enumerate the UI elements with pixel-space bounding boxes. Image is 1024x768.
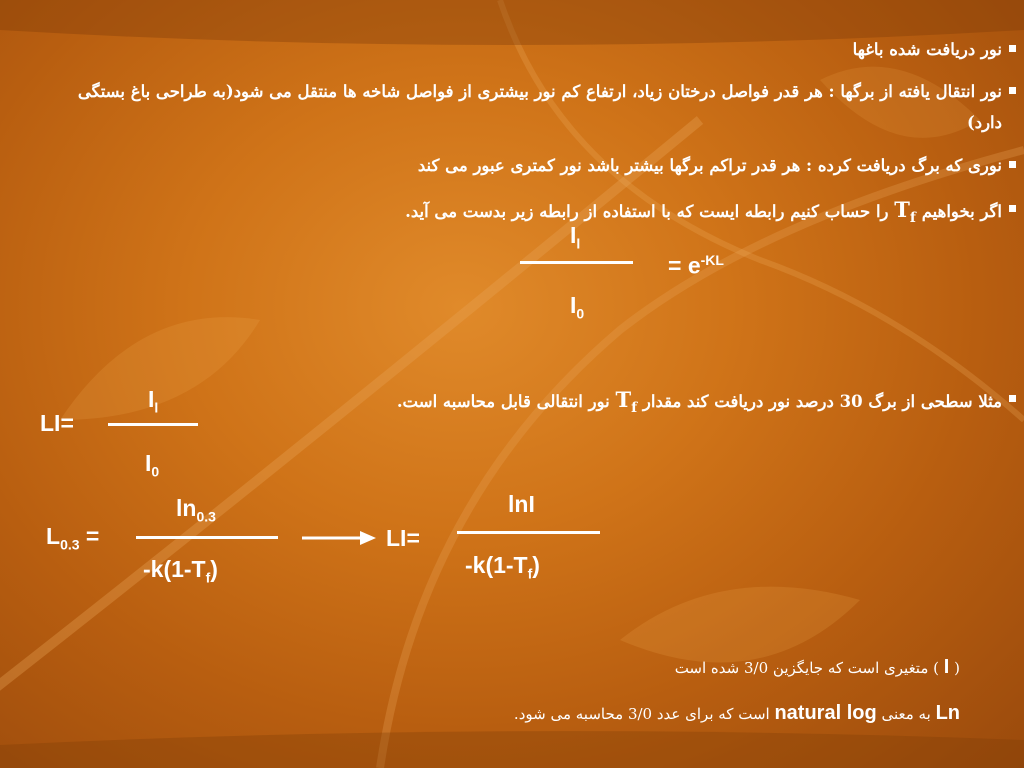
eq1-num-base: I xyxy=(570,222,577,248)
eq3-den-base: -k(1-T xyxy=(143,556,206,582)
eq1-den-sub: 0 xyxy=(576,305,585,322)
eq3-lhs-base: L xyxy=(46,523,61,549)
eq1-num-sub: l xyxy=(576,235,581,252)
eq3-equals: = xyxy=(85,523,100,549)
right-arrow-icon xyxy=(300,528,378,548)
eq3-num-sub: 0.3 xyxy=(196,508,216,525)
bullet-text-after: نور انتقالی قابل محاسبه است. xyxy=(396,392,610,411)
eq3-lhs xyxy=(46,523,99,553)
bullet-text: نور دریافت شده باغها xyxy=(852,40,1002,59)
eq4-den-end: ) xyxy=(532,552,540,578)
eq3-lhs-sub: 0.3 xyxy=(60,536,80,553)
eq2-num-sub: l xyxy=(154,399,159,416)
eq3-denominator xyxy=(143,556,218,586)
eq3-fraction-bar xyxy=(136,536,278,539)
tf-symbol xyxy=(615,387,638,417)
note-paren-close: ) xyxy=(933,659,940,677)
bullet-text-before: اگر بخواهیم xyxy=(921,202,1002,221)
bullet-text-before: مثلا سطحی از برگ 30 درصد نور دریافت کند مقدار xyxy=(642,392,1002,411)
bullet-transmitted-light xyxy=(42,76,1002,138)
eq1-denominator xyxy=(570,292,584,322)
tf-subscript: f xyxy=(909,210,916,227)
note-text-mid: به معنی xyxy=(881,705,931,723)
eq2-num-base: I xyxy=(148,386,155,412)
note-variable-i xyxy=(675,656,960,679)
tf-symbol xyxy=(894,197,916,227)
eq2-den-sub: 0 xyxy=(151,463,160,480)
eq1-rhs xyxy=(668,252,724,280)
bullet-example xyxy=(342,384,1002,424)
eq1-numerator xyxy=(570,222,580,252)
eq3-den-end: ) xyxy=(210,556,218,582)
bullet-text: نور انتقال یافته از برگها : هر قدر فواصل درختان زیاد، ارتفاع کم نور بیشتری از فواصل شاخه ها منتقل می شود(به طراحی باغ بستگی دارد) xyxy=(77,82,1002,132)
eq2-denominator xyxy=(145,450,159,480)
eq1-rhs-exp: -KL xyxy=(700,252,724,268)
eq4-den-sub: f xyxy=(527,565,533,582)
note-text: متغیری است که جایگزین 3/0 شده است xyxy=(674,659,929,677)
note-natural-log xyxy=(514,702,960,725)
tf-letter: T xyxy=(615,387,632,412)
eq2-numerator xyxy=(148,386,158,416)
eq4-denominator xyxy=(465,552,540,582)
bullet-text: نوری که برگ دریافت کرده : هر قدر تراکم برگها بیشتر باشد نور کمتری عبور می کند xyxy=(417,156,1002,175)
eq2-fraction-bar xyxy=(108,423,198,426)
tf-letter: T xyxy=(894,197,910,222)
eq2-den-base: I xyxy=(145,450,152,476)
eq4-numerator: lnI xyxy=(508,491,535,517)
note-symbol-ln: Ln xyxy=(935,702,960,724)
bullet-received-light xyxy=(42,34,1002,65)
note-natural-log-term: natural log xyxy=(774,702,877,724)
bullet-tf-calculation xyxy=(42,194,1002,234)
eq4-lhs: LI= xyxy=(386,525,420,551)
tf-subscript: f xyxy=(631,400,638,417)
eq2-lhs: LI= xyxy=(40,410,74,436)
note-symbol-i: I xyxy=(943,656,950,678)
bullet-text-after: را حساب کنیم رابطه ایست که با استفاده از رابطه زیر بدست می آید. xyxy=(405,202,889,221)
eq4-den-base: -k(1-T xyxy=(465,552,528,578)
eq3-den-sub: f xyxy=(205,569,211,586)
eq1-rhs-base: = e xyxy=(668,252,701,279)
eq3-num-base: ln xyxy=(176,495,197,521)
eq4-fraction-bar xyxy=(457,531,600,534)
note-text: است که برای عدد 3/0 محاسبه می شود. xyxy=(513,705,770,723)
note-paren-open: ( xyxy=(954,659,960,677)
eq3-numerator xyxy=(176,495,216,525)
bullet-leaf-light xyxy=(42,150,1002,181)
eq1-fraction-bar xyxy=(520,261,633,264)
eq1-den-base: I xyxy=(570,292,577,318)
